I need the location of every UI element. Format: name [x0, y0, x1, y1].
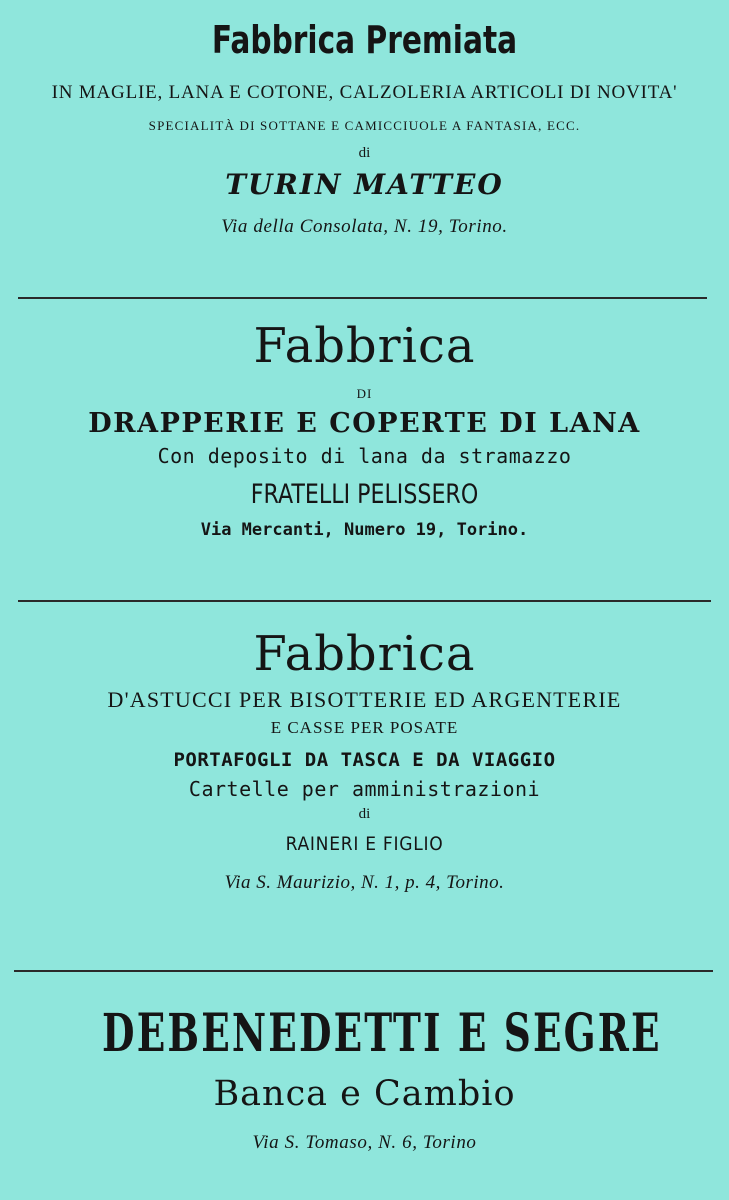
ad-description-line: PORTAFOGLI DA TASCA E DA VIAGGIO	[173, 749, 556, 771]
ad-connector: di	[358, 806, 371, 822]
advertisement-turin-matteo	[0, 18, 729, 238]
ad-description-line: D'ASTUCCI PER BISOTTERIE ED ARGENTERIE	[107, 687, 622, 712]
ad-subtitle: Con deposito di lana da stramazzo	[157, 444, 572, 468]
advertisement-debenedetti-e-segre	[0, 1000, 729, 1154]
divider-rule	[18, 600, 711, 602]
ad-address: Via S. Tomaso, N. 6, Torino	[252, 1132, 477, 1153]
divider-rule	[14, 970, 713, 972]
ad-address: Via Mercanti, Numero 19, Torino.	[200, 520, 529, 540]
ad-description-line: Cartelle per amministrazioni	[188, 777, 541, 801]
ad-title: DEBENEDETTI E SEGRE	[102, 1003, 662, 1064]
ad-description-line: E CASSE PER POSATE	[270, 718, 459, 737]
advertisement-fratelli-pelissero	[0, 318, 729, 541]
advertisement-raineri-e-figlio	[0, 626, 729, 894]
ad-description-line: IN MAGLIE, LANA E COTONE, CALZOLERIA ARTICOLI DI NOVITA'	[51, 82, 678, 103]
divider-rule	[18, 297, 707, 299]
ad-headline: DRAPPERIE E COPERTE DI LANA	[88, 408, 641, 439]
ad-connector: DI	[356, 386, 373, 401]
ad-title: Fabbrica	[253, 318, 476, 374]
ad-title: Fabbrica	[253, 626, 476, 682]
ad-title: Fabbrica Premiata	[211, 18, 518, 62]
ad-subtitle: Banca e Cambio	[213, 1074, 516, 1114]
ad-address: Via S. Maurizio, N. 1, p. 4, Torino.	[224, 872, 505, 893]
ad-address: Via della Consolata, N. 19, Torino.	[221, 216, 508, 237]
ad-connector: di	[358, 145, 371, 161]
ad-business-name: RAINERI E FIGLIO	[285, 833, 444, 855]
ad-business-name: FRATELLI PELISSERO	[250, 479, 479, 510]
ad-description-line: SPECIALITÀ DI SOTTANE E CAMICCIUOLE A FANTASIA, ECC.	[148, 118, 581, 133]
ad-business-name: TURIN MATTEO	[225, 168, 504, 201]
